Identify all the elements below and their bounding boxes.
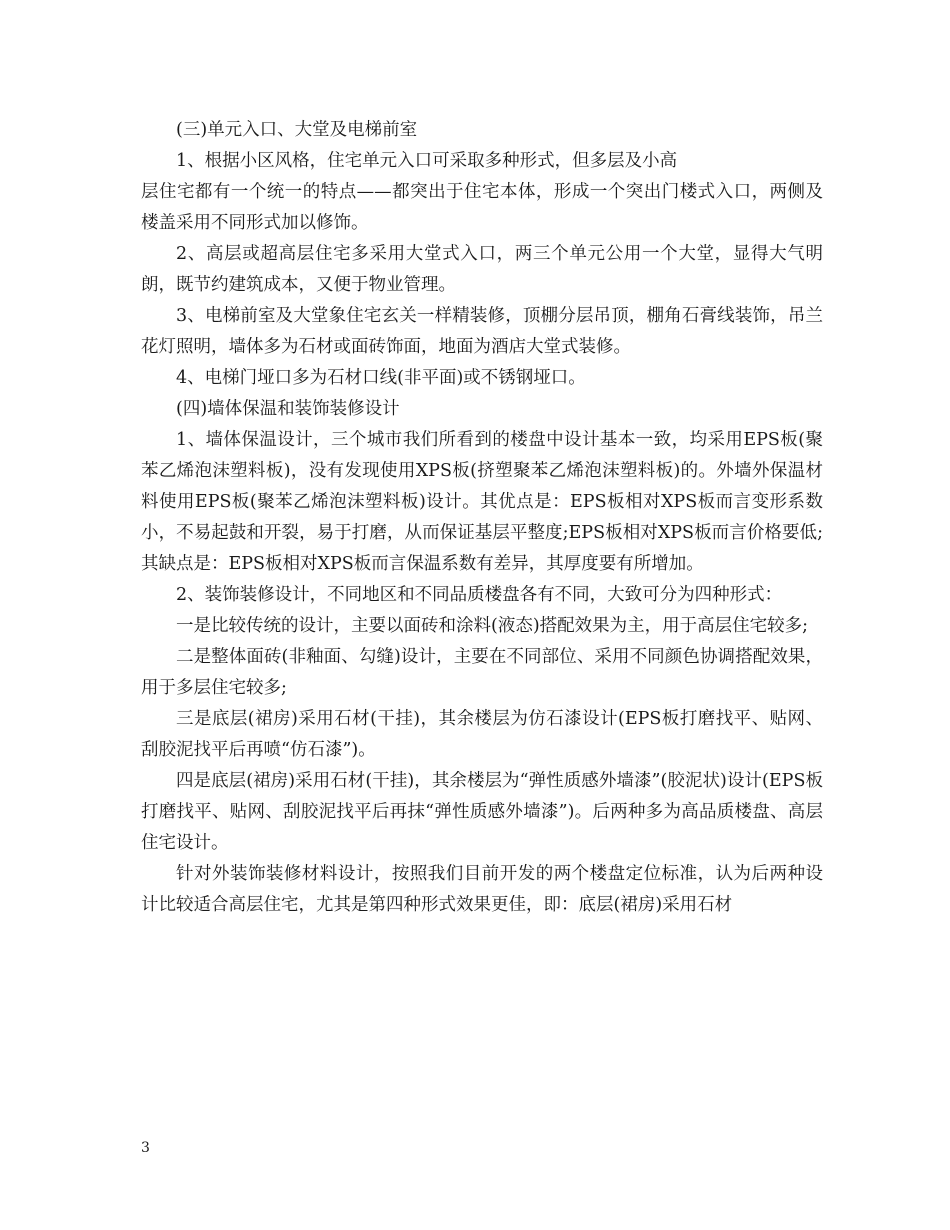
paragraph: 针对外装饰装修材料设计，按照我们目前开发的两个楼盘定位标准，认为后两种设计比较适合高层住宅，尤其是第四种形式效果更佳，即：底层(裙房)采用石材 [141,864,823,915]
paragraph: 4、电梯门垭口多为石材口线(非平面)或不锈钢垭口。 [176,368,586,388]
paragraph: 3、电梯前室及大堂象住宅玄关一样精装修，顶棚分层吊顶，棚角石膏线装饰，吊兰花灯照明，墙体多为石材或面砖饰面，地面为酒店大堂式装修。 [141,306,823,357]
section-heading-unit-entrance: (三)单元入口、大堂及电梯前室 [176,120,418,140]
paragraph: 1、根据小区风格，住宅单元入口可采取多种形式，但多层及小高 [176,151,678,171]
paragraph: 一是比较传统的设计，主要以面砖和涂料(液态)搭配效果为主，用于高层住宅较多; [176,616,809,636]
paragraph: 二是整体面砖(非釉面、勾缝)设计，主要在不同部位、采用不同颜色协调搭配效果，用于多层住宅较多; [141,647,823,698]
paragraph: 三是底层(裙房)采用石材(干挂)，其余楼层为仿石漆设计(EPS板打磨找平、贴网、刮胶泥找平后再喷“仿石漆”)。 [141,709,823,760]
paragraph: 2、高层或超高层住宅多采用大堂式入口，两三个单元公用一个大堂，显得大气明朗，既节约建筑成本，又便于物业管理。 [141,244,823,295]
paragraph: 2、装饰装修设计，不同地区和不同品质楼盘各有不同，大致可分为四种形式： [176,585,783,605]
paragraph: 四是底层(裙房)采用石材(干挂)，其余楼层为“弹性质感外墙漆”(胶泥状)设计(EPS板打磨找平、贴网、刮胶泥找平后再抹“弹性质感外墙漆”)。后两种多为高品质楼盘、高层住宅设计。 [141,771,823,853]
section-heading-wall-insulation: (四)墙体保温和装饰装修设计 [176,399,400,419]
page-number: 3 [141,1140,150,1156]
paragraph: 1、墙体保温设计，三个城市我们所看到的楼盘中设计基本一致，均采用EPS板(聚苯乙烯泡沫塑料板)，没有发现使用XPS板(挤塑聚苯乙烯泡沫塑料板)的。外墙外保温材料使用EPS板(聚苯乙烯泡沫塑料板)设计。其优点是：EPS板相对XPS板而言变形系数小，不易起鼓和开裂，易于打磨，从而保证基层平整度;EPS板相对XPS板而言价格要低;其缺点是：EPS板相对XPS板而言保温系数有差异，其厚度要有所增加。 [141,430,823,574]
paragraph: 层住宅都有一个统一的特点——都突出于住宅本体，形成一个突出门楼式入口，两侧及楼盖采用不同形式加以修饰。 [141,182,823,233]
document-body [141,115,823,921]
